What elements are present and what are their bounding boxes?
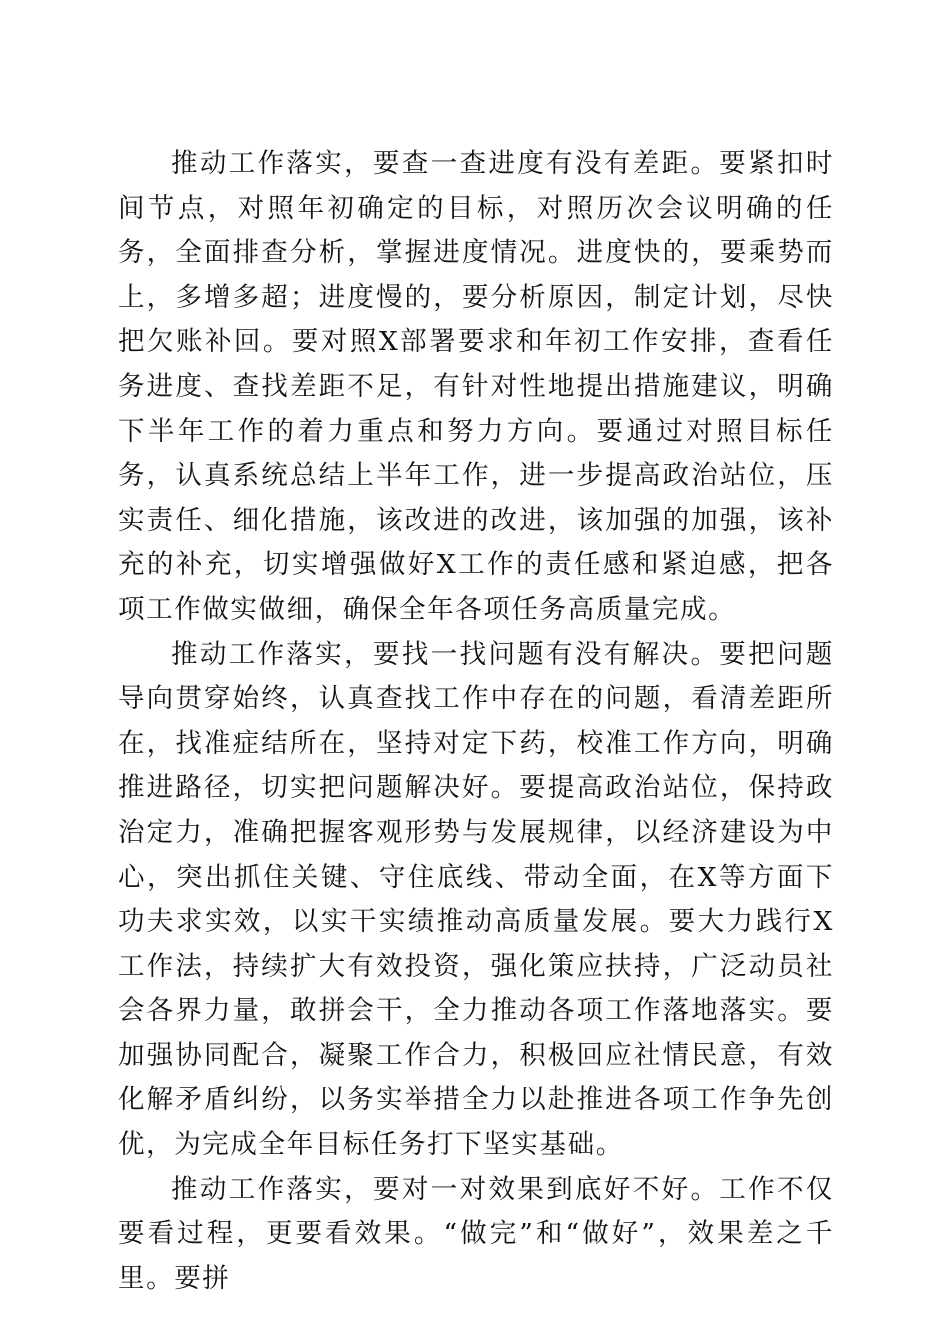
paragraph-problem-solving: 推动工作落实，要找一找问题有没有解决。要把问题导向贯穿始终，认真查找工作中存在的问题，看清差距所在，找准症结所在，坚持对定下药，校准工作方向，明确推进路径，切实把问题解决好。要提高政治站位，保持政治定力，准确把握客观形势与发展规律，以经济建设为中心，突出抓住关键、守住底线、带动全面，在X等方面下功夫求实效，以实干实绩推动高质量发展。要大力践行X工作法，持续扩大有效投资，强化策应扶持，广泛动员社会各界力量，敢拼会干，全力推动各项工作落地落实。要加强协同配合，凝聚工作合力，积极回应社情民意，有效化解矛盾纠纷，以务实举措全力以赴推进各项工作争先创优，为完成全年目标任务打下坚实基础。 <box>118 638 834 1161</box>
document-body <box>118 142 834 1301</box>
paragraph-effect-check: 推动工作落实，要对一对效果到底好不好。工作不仅要看过程，更要看效果。“做完”和“做好”，效果差之千里。要拼 <box>118 1173 834 1294</box>
paragraph-progress-gap: 推动工作落实，要查一查进度有没有差距。要紧扣时间节点，对照年初确定的目标，对照历次会议明确的任务，全面排查分析，掌握进度情况。进度快的，要乘势而上，多增多超；进度慢的，要分析原因，制定计划，尽快把欠账补回。要对照X部署要求和年初工作安排，查看任务进度、查找差距不足，有针对性地提出措施建议，明确下半年工作的着力重点和努力方向。要通过对照目标任务，认真系统总结上半年工作，进一步提高政治站位，压实责任、细化措施，该改进的改进，该加强的加强，该补充的补充，切实增强做好X工作的责任感和紧迫感，把各项工作做实做细，确保全年各项任务高质量完成。 <box>118 148 834 625</box>
